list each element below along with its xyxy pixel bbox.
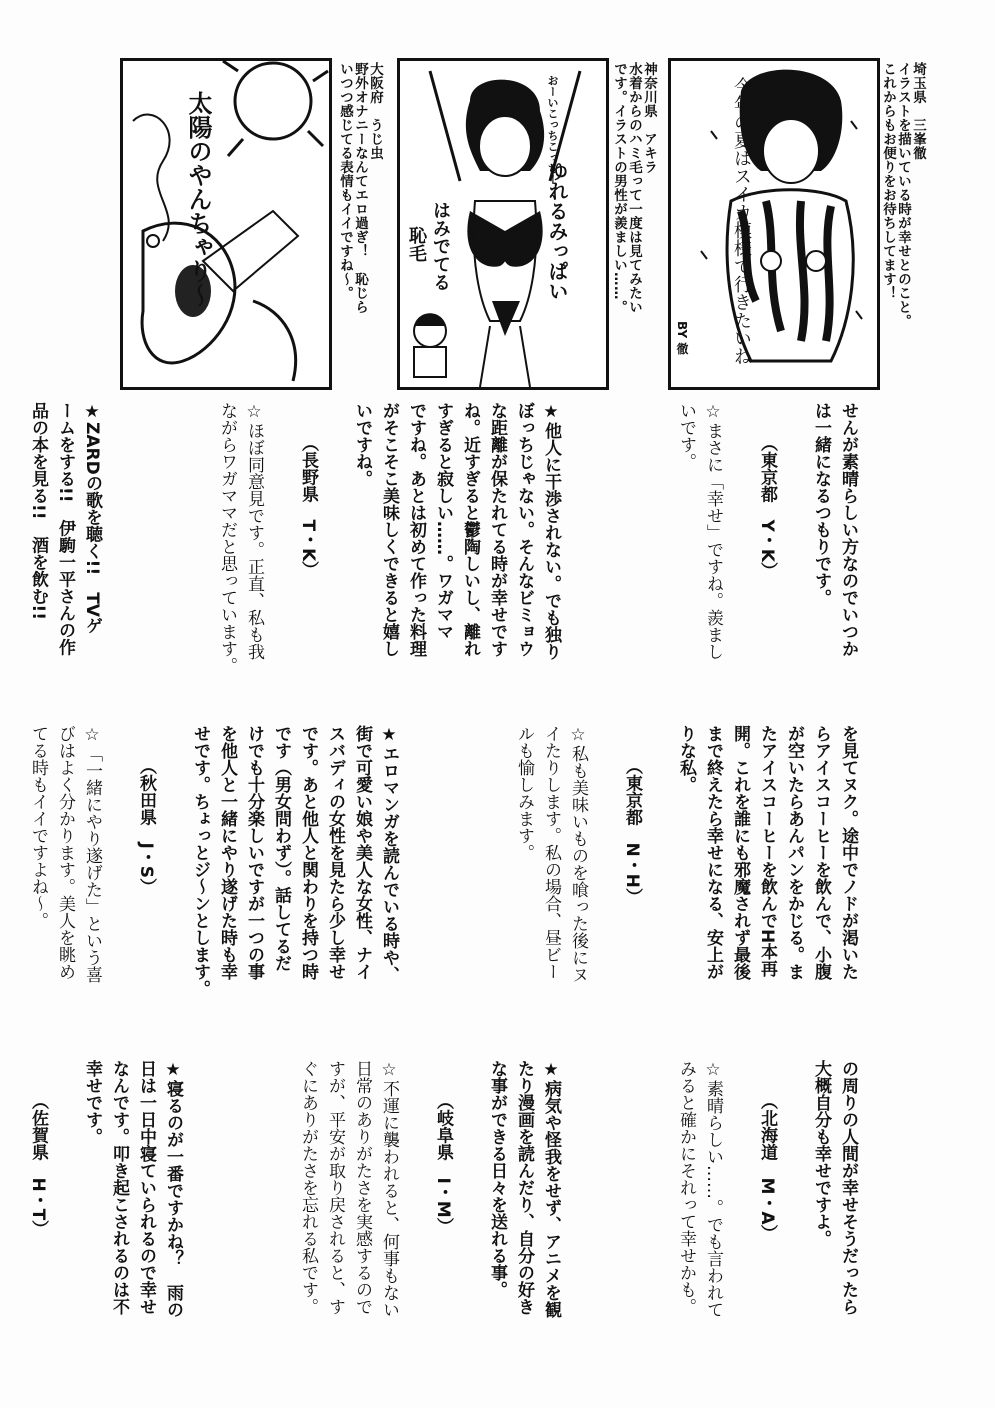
editor-reply: ☆「一緒にやり遂げた」という喜 びはよく分かります。美人を眺め てる時もイイですよね～。 <box>28 725 102 983</box>
letter-text: ★他人に干渉されない。でも独り ぼっちじゃない。そんなビミョウ な距離が保たれてる時が幸せです ね。近すぎると鬱陶しいし、離れ すぎると寂しい……。ワガママ ですね。あとは初めて作った料理 がそこそこ美味しくできると嬉し いですね。 <box>352 402 561 660</box>
caption-saitama-line-1: イラストを描いている時が幸せとのこと。 <box>895 62 911 328</box>
letter-entry <box>0 1060 240 1360</box>
editor-reply: ☆不運に襲われると、何事もない 日常のありがたさを実感するので すが、平安が取り戻されると、す ぐにありがたさを忘れる私です。 <box>298 1060 399 1318</box>
letters-row-3 <box>28 1060 915 1360</box>
caption-osaka-line-1: 野外オナニーなんてエロ過ぎ！ 恥じら <box>352 62 368 314</box>
caption-kanagawa <box>611 62 656 314</box>
artist-signature: BY 徹 <box>675 321 689 355</box>
letter-text: を見てヌク。途中でノドが渇いた らアイスコーヒーを飲んで、小腹 が空いたらあんパンをかじる。ま たアイスコーヒーを飲んでH本再 開。これを誰にも邪魔されず最後 まで終えたら幸せになる、安上が りな私。 <box>676 725 858 980</box>
letter-author: （佐賀県 H・T） <box>28 1092 48 1238</box>
letter-text: ★ZARDの歌を聴く!! TVゲ ームをする!! 伊駒一平さんの作 品の本を見る!! 酒を飲む!! <box>28 402 102 656</box>
sun-exclamation: 太陽のやんちゃり～ <box>184 91 212 307</box>
letter-entry <box>0 725 456 1025</box>
illustration-panel-kanagawa <box>397 58 609 390</box>
letter-entry <box>618 1060 915 1360</box>
letter-author: （長野県 T・K） <box>298 434 318 579</box>
letter-entry <box>159 402 618 702</box>
caption-osaka-line-2: いつつ感じてる表情もイイですね～。 <box>337 62 353 300</box>
illustration-panel-osaka <box>120 58 332 390</box>
letter-text: せんが素晴らしい方なのでいつか は一緒になるつもりです。 <box>811 402 858 657</box>
caption-saitama-line-2: これからもお便りをお待ちしてます！ <box>880 62 896 300</box>
letter-author: （北海道 M・A） <box>757 1092 777 1242</box>
letter-text: ★病気や怪我をせず、アニメを観 たり漫画を読んだり、自分の好き な事ができる日々を送れる事。 <box>487 1060 561 1318</box>
letter-text: ★エロマンガを読んでいる時や、 街で可愛い娘や美人な女性、ナイ スバディの女性を見たら少し幸せ です。あと他人と関わりを持つ時 です（男女問わず）。話してるだ けでも十分楽しいですが一つの事 を他人と一緒にやり遂げた時も幸 せです。ちょっとジ～ンとします。 <box>190 725 399 997</box>
letter-author: （東京都 Y・K） <box>757 434 777 579</box>
watermelon-woman-illustration <box>671 61 877 387</box>
editor-reply: ☆私も美味いものを喰った後にヌ イたりします。私の場合、昼ビー ルも愉しみます。 <box>514 725 588 983</box>
letters-row-1 <box>28 402 915 702</box>
chimou-text: 恥毛 <box>406 226 427 262</box>
caption-saitama-pref: 埼玉県 三峯徹 <box>910 62 926 160</box>
editor-reply: ☆ほぼ同意見です。正直、私も我 ながらワガママだと思っています。 <box>217 402 264 674</box>
editor-reply: ☆まさに「幸せ」ですね。羨まし いです。 <box>676 402 723 660</box>
caption-kanagawa-pref: 神奈川県 アキラ <box>641 62 657 174</box>
caption-osaka <box>337 62 382 314</box>
illustration-panel-saitama <box>668 58 880 390</box>
caption-kanagawa-line-1: 水着からのハミ毛って一度は見てみたい <box>626 62 642 314</box>
letter-entry <box>456 725 915 1025</box>
caption-saitama <box>880 62 925 328</box>
yureru-text: ゆれるみっぱい <box>545 161 569 301</box>
call-out-text: おーいこっちこっちー <box>546 75 559 185</box>
letter-entry <box>618 402 915 702</box>
letter-author: （東京都 N・H） <box>622 757 642 905</box>
caption-osaka-pref: 大阪府 うじ虫 <box>367 62 383 160</box>
watermelon-note: 今年の夏はスイカ模様で行きたいね <box>731 77 752 365</box>
sun-girl-illustration <box>123 61 329 387</box>
letter-entry <box>0 402 159 702</box>
letter-text: ★寝るのが一番ですかね？ 雨の 日は一日中寝ていられるので幸せ なんです。叩き起こされるのは不 幸せです。 <box>82 1060 183 1318</box>
editor-reply: ☆素晴らしい……。でも言われて みると確かにそれって幸せかも。 <box>676 1060 723 1318</box>
caption-kanagawa-line-2: です。イラストの男性が羨ましい……。 <box>611 62 627 314</box>
letter-author: （岐阜県 I・M） <box>433 1092 453 1235</box>
letter-text: の周りの人間が幸せそうだったら 大概自分も幸せですよ。 <box>811 1060 858 1315</box>
hamideteru-text: はみでてる <box>430 201 451 291</box>
letter-entry <box>240 1060 618 1360</box>
letters-row-2 <box>28 725 915 1025</box>
letter-author: （秋田県 J・S） <box>136 757 156 896</box>
